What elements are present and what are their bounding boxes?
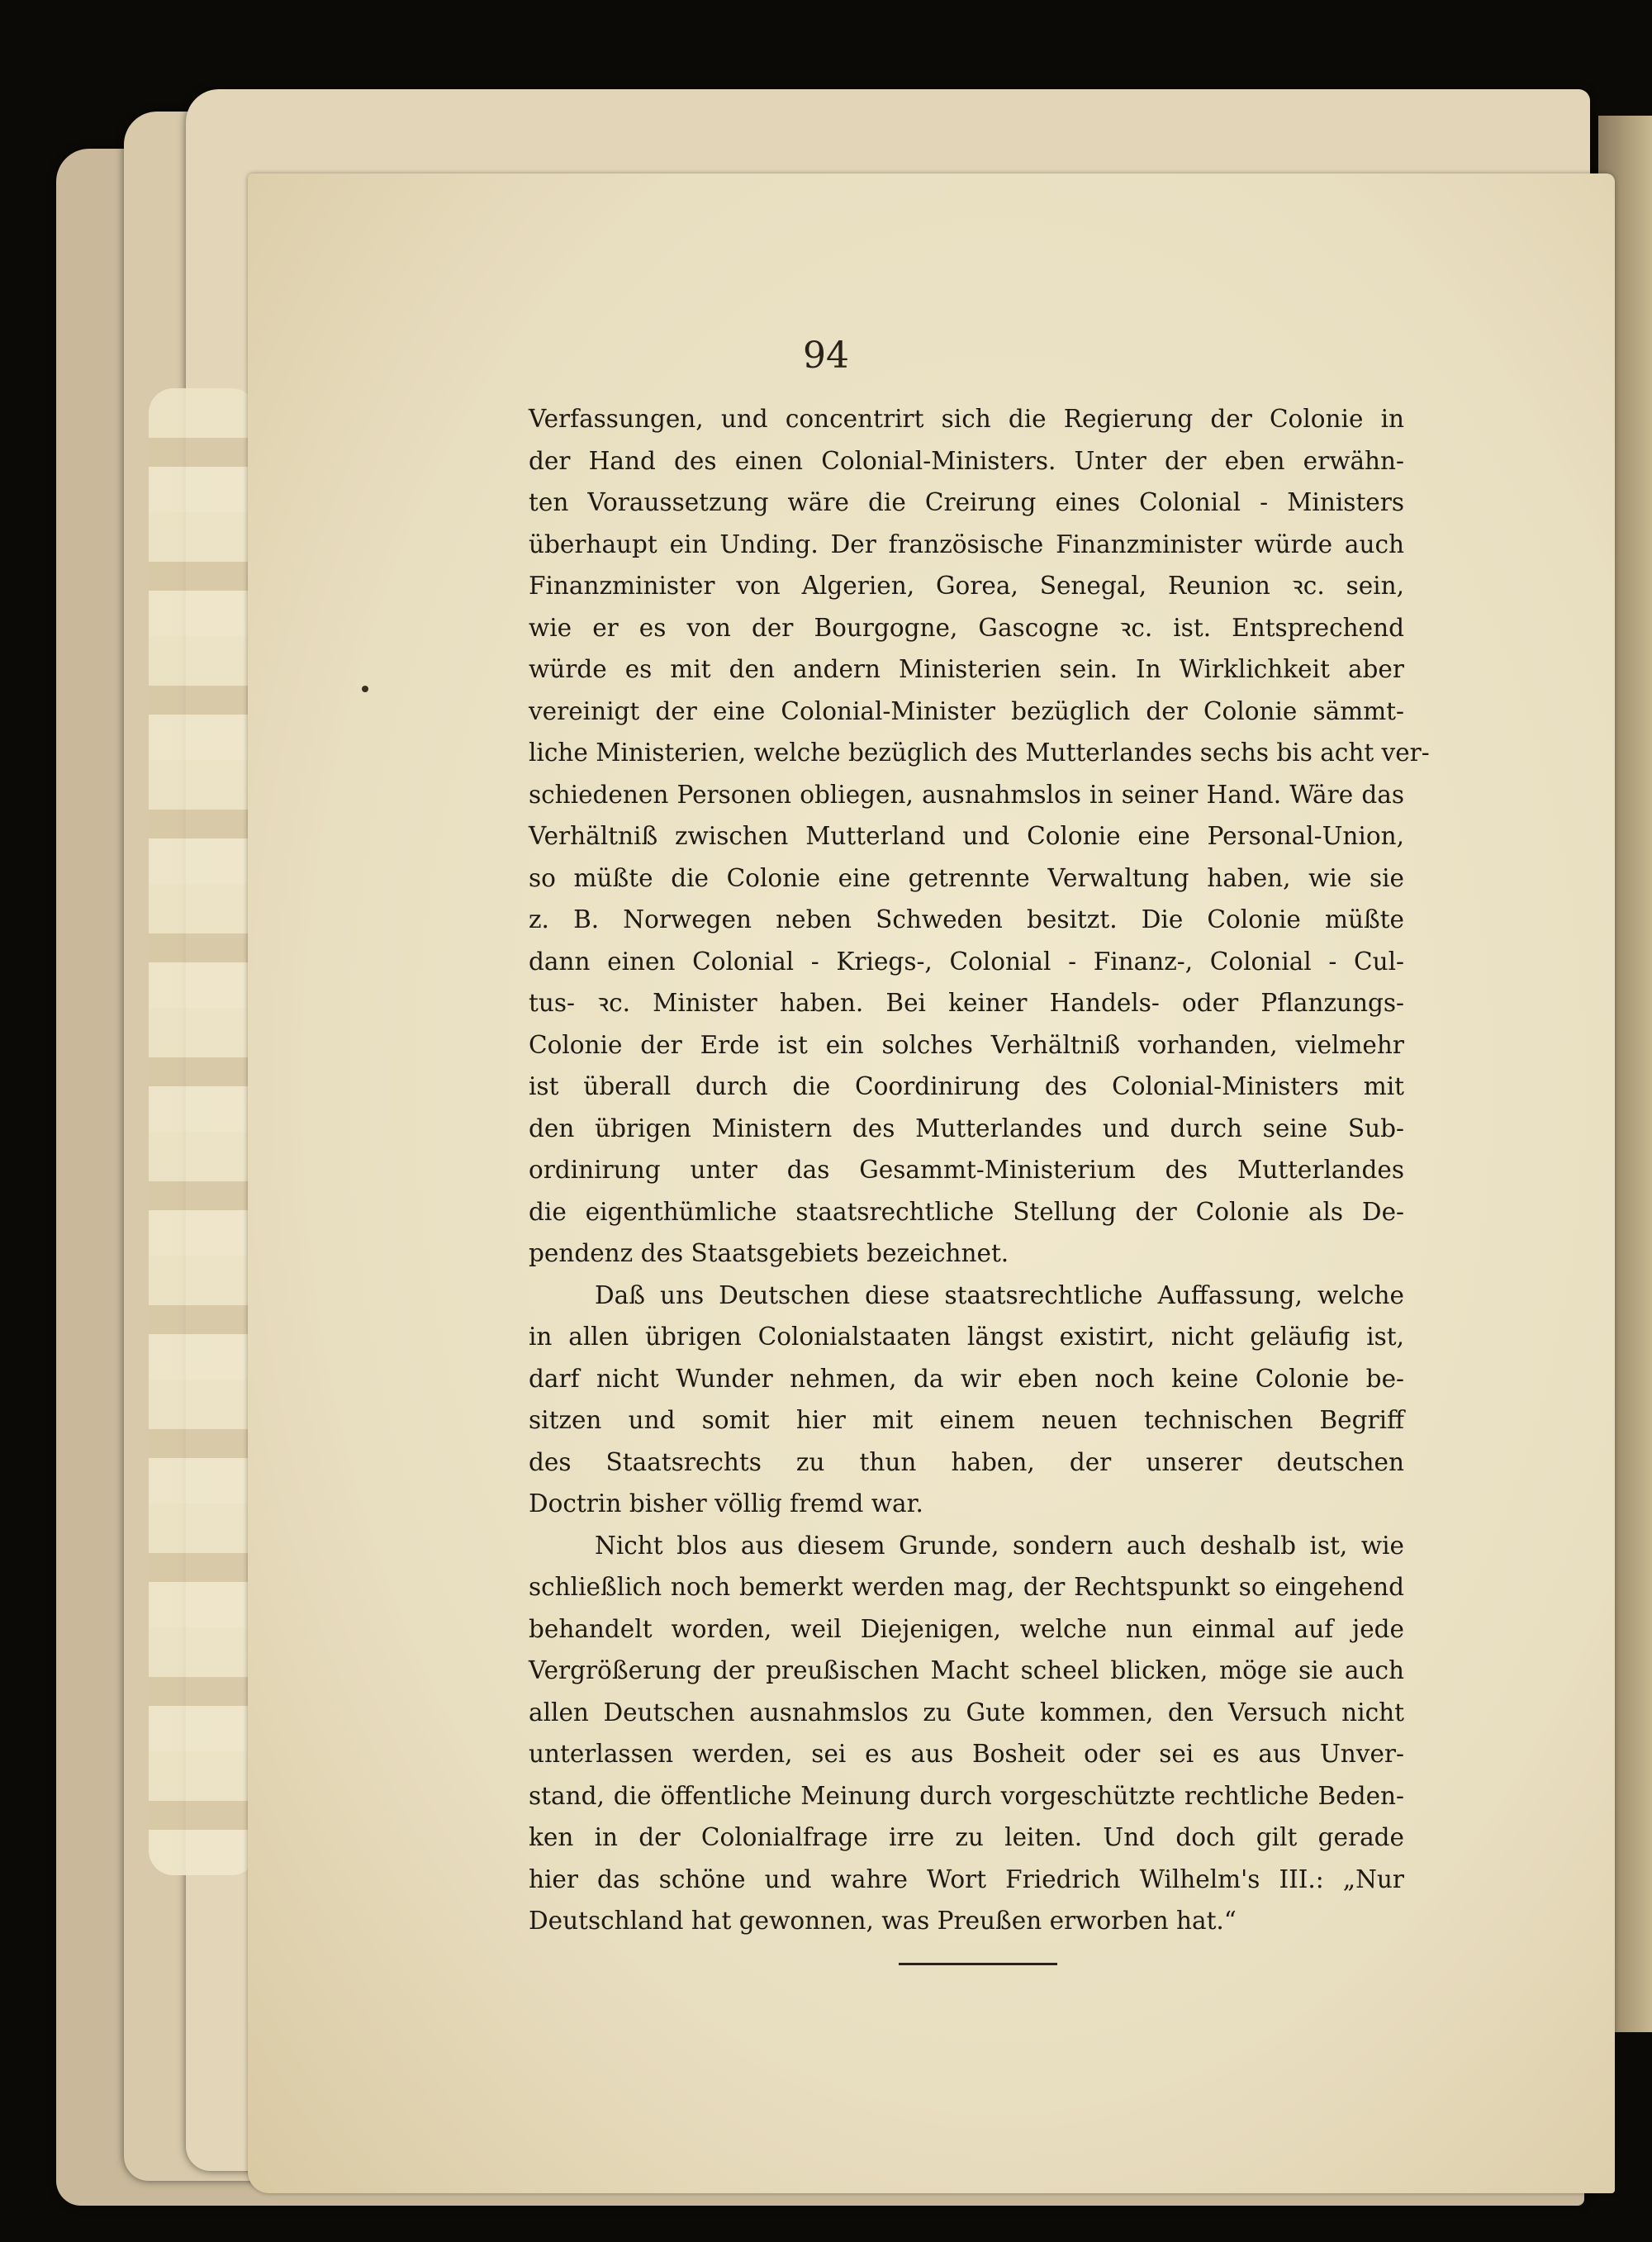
- text-line: ten Voraussetzung wäre die Creirung eines Colonial - Ministers: [529, 488, 1404, 516]
- text-line: so müßte die Colonie eine getrennte Verwaltung haben, wie sie: [529, 863, 1404, 892]
- text-line: z. B. Norwegen neben Schweden besitzt. Die Colonie müßte: [529, 905, 1404, 933]
- body-text: [529, 398, 1430, 1942]
- text-line: ist überall durch die Coordinirung des Colonial-Ministers mit: [529, 1072, 1404, 1100]
- text-line: sitzen und somit hier mit einem neuen technischen Begriff: [529, 1406, 1404, 1434]
- text-line: Deutschland hat gewonnen, was Preußen erworben hat.“: [529, 1907, 1237, 1935]
- text-line: darf nicht Wunder nehmen, da wir eben noch keine Colonie be-: [529, 1364, 1404, 1393]
- text-line: Colonie der Erde ist ein solches Verhältniß vorhanden, vielmehr: [529, 1030, 1404, 1059]
- text-line: Nicht blos aus diesem Grunde, sondern auch deshalb ist, wie: [595, 1531, 1404, 1560]
- text-line: behandelt worden, weil Diejenigen, welche nun einmal auf jede: [529, 1614, 1404, 1643]
- text-line: Verfassungen, und concentrirt sich die Regierung der Colonie in: [529, 405, 1404, 433]
- text-line: ordinirung unter das Gesammt-Ministerium des Mutterlandes: [529, 1156, 1404, 1184]
- text-line: stand, die öffentliche Meinung durch vorgeschützte rechtliche Beden-: [529, 1781, 1404, 1810]
- text-line: die eigenthümliche staatsrechtliche Stellung der Colonie als De-: [529, 1197, 1404, 1226]
- text-line: Daß uns Deutschen diese staatsrechtliche Auffassung, welche: [595, 1280, 1404, 1309]
- text-line: schiedenen Personen obliegen, ausnahmslos in seiner Hand. Wäre das: [529, 780, 1404, 809]
- torn-page-edge: [149, 388, 256, 1875]
- text-line: überhaupt ein Unding. Der französische Finanzminister würde auch: [529, 530, 1404, 558]
- text-line: den übrigen Ministern des Mutterlandes und durch seine Sub-: [529, 1114, 1404, 1142]
- text-line: in allen übrigen Colonialstaaten längst existirt, nicht geläufig ist,: [529, 1323, 1404, 1351]
- text-line: dann einen Colonial - Kriegs-, Colonial - Finanz-, Colonial - Cul-: [529, 947, 1404, 976]
- text-line: allen Deutschen ausnahmslos zu Gute kommen, den Versuch nicht: [529, 1698, 1404, 1727]
- text-line: Vergrößerung der preußischen Macht scheel blicken, möge sie auch: [529, 1656, 1404, 1684]
- text-line: tus- ꝛc. Minister haben. Bei keiner Handels- oder Pflanzungs-: [529, 989, 1404, 1017]
- text-line: Finanzminister von Algerien, Gorea, Senegal, Reunion ꝛc. sein,: [529, 572, 1404, 600]
- text-line: ken in der Colonialfrage irre zu leiten. Und doch gilt gerade: [529, 1823, 1404, 1851]
- text-line: Verhältniß zwischen Mutterland und Colonie eine Personal-Union,: [529, 822, 1404, 850]
- text-line: liche Ministerien, welche bezüglich des Mutterlandes sechs bis acht ver-: [529, 739, 1430, 767]
- ink-speck: [362, 686, 368, 692]
- text-line: hier das schöne und wahre Wort Friedrich Wilhelm's III.: „Nur: [529, 1864, 1404, 1893]
- page-number: 94: [803, 335, 849, 377]
- text-line: des Staatsrechts zu thun haben, der unserer deutschen: [529, 1447, 1404, 1476]
- text-line: unterlassen werden, sei es aus Bosheit oder sei es aus Unver-: [529, 1740, 1404, 1768]
- text-line: wie er es von der Bourgogne, Gascogne ꝛc. ist. Entsprechend: [529, 613, 1404, 642]
- text-line: Doctrin bisher völlig fremd war.: [529, 1489, 923, 1518]
- text-line: schließlich noch bemerkt werden mag, der Rechtspunkt so eingehend: [529, 1573, 1404, 1601]
- closing-rule: [899, 1963, 1057, 1965]
- text-line: der Hand des einen Colonial-Ministers. Unter der eben erwähn-: [529, 446, 1404, 475]
- text-line: würde es mit den andern Ministerien sein. In Wirklichkeit aber: [529, 655, 1404, 683]
- text-line: pendenz des Staatsgebiets bezeichnet.: [529, 1239, 1009, 1267]
- text-line: vereinigt der eine Colonial-Minister bezüglich der Colonie sämmt-: [529, 696, 1404, 725]
